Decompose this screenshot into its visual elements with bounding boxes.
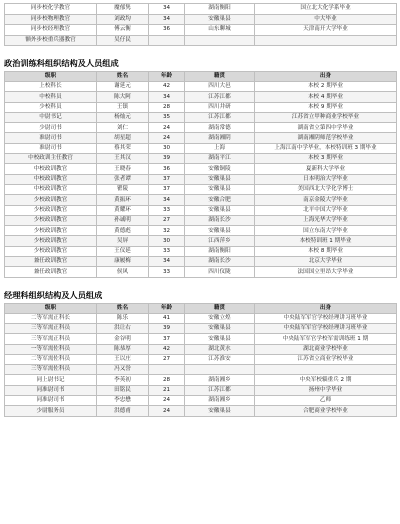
background-cell: 江苏省立商业学校毕业 (255, 354, 397, 364)
name-cell: 陈大阿 (97, 92, 149, 102)
header-hometown: 籍贯 (185, 303, 255, 313)
header-name: 姓名 (97, 72, 149, 82)
background-cell: 江苏省立甲种商业学校毕业 (255, 112, 397, 122)
background-cell: 夏新科大学毕业 (255, 164, 397, 174)
background-cell: 本校 8 期毕业 (255, 246, 397, 256)
age-cell: 21 (149, 385, 185, 395)
hometown-cell: 湖南衡阳 (185, 246, 255, 256)
table-row (5, 174, 397, 184)
rank-cell: 中校政训教官 (5, 174, 97, 184)
hometown-cell: 江苏江都 (185, 385, 255, 395)
header-background: 出身 (255, 303, 397, 313)
name-cell: 魔郁隽 (97, 4, 149, 15)
hometown-cell: 江西萍乡 (185, 236, 255, 246)
background-cell: 合肥商业学校毕业 (255, 406, 397, 416)
age-cell: 27 (149, 215, 185, 225)
name-cell: 傅云衡 (97, 25, 149, 36)
hometown-cell: 安徽巢县 (185, 205, 255, 215)
name-cell: 刘政均 (97, 14, 149, 25)
age-cell: 34 (149, 14, 185, 25)
background-cell: 上海江南中学毕业，本校特训班 3 期毕业 (255, 143, 397, 153)
name-cell: 陈乐 (97, 313, 149, 323)
hometown-cell: 安徽巢县 (185, 334, 255, 344)
hometown-cell: 湖南长沙 (185, 257, 255, 267)
background-cell: 本校 3 期毕业 (255, 154, 397, 164)
age-cell: 34 (149, 4, 185, 15)
name-cell: 蔡其荣 (97, 143, 149, 153)
table-row (5, 164, 397, 174)
rank-cell: 中校政训教官 (5, 184, 97, 194)
hometown-cell: 安徽巢县 (185, 226, 255, 236)
table-row (5, 267, 397, 277)
hometown-cell: 安徽巢县 (185, 174, 255, 184)
age-cell: 37 (149, 334, 185, 344)
hometown-cell: 安徽合肥 (185, 195, 255, 205)
age-cell: 42 (149, 82, 185, 92)
age-cell: 24 (149, 133, 185, 143)
table-row (5, 226, 397, 236)
background-cell: 法国国立里昂大学毕业 (255, 267, 397, 277)
background-cell: 本校 2 期毕业 (255, 82, 397, 92)
age-cell: 37 (149, 174, 185, 184)
background-cell: 日本明治大学毕业 (255, 174, 397, 184)
table-row (5, 396, 397, 406)
rank-cell: 少校政训教官 (5, 195, 97, 205)
rank-cell: 同准尉司书 (5, 396, 97, 406)
political-training-table-body (5, 82, 397, 278)
hometown-cell: 湖南长沙 (185, 215, 255, 225)
rank-cell: 中尉书记 (5, 112, 97, 122)
header-rank: 级职 (5, 72, 97, 82)
table-row (5, 112, 397, 122)
rank-cell: 三等军需正科员 (5, 323, 97, 333)
age-cell: 39 (149, 154, 185, 164)
hometown-cell: 江苏淮安 (185, 354, 255, 364)
management-table-body (5, 313, 397, 416)
rank-cell: 同步校化学教官 (5, 4, 97, 15)
hometown-cell: 湖南常德 (185, 123, 255, 133)
background-cell: 中央陆军军官学校经理讲习班毕业 (255, 313, 397, 323)
name-cell: 吴仔民 (97, 35, 149, 46)
name-cell: 洪让右 (97, 323, 149, 333)
background-cell: 国立北大化学系毕业 (255, 4, 397, 15)
name-cell: 洪德甫 (97, 406, 149, 416)
age-cell: 35 (149, 112, 185, 122)
background-cell: 扬州中学毕业 (255, 385, 397, 395)
background-cell: 上海光华大学毕业 (255, 215, 397, 225)
background-cell: 中央陆军军官学校军需训练班 1 期 (255, 334, 397, 344)
table-row (5, 92, 397, 102)
table-header-row (5, 72, 397, 82)
hometown-cell: 江苏江都 (185, 112, 255, 122)
age-cell: 39 (149, 323, 185, 333)
age-cell: 34 (149, 195, 185, 205)
age-cell: 34 (149, 257, 185, 267)
table-row (5, 323, 397, 333)
management-section-title: 经理科组织结构及人员组成 (4, 289, 103, 300)
age-cell: 33 (149, 246, 185, 256)
table-row (5, 406, 397, 416)
background-cell: 南京金陵大学毕业 (255, 195, 397, 205)
hometown-cell: 湖南平江 (185, 154, 255, 164)
name-cell: 侯风 (97, 267, 149, 277)
background-cell: 乙师 (255, 396, 397, 406)
name-cell: 王其汉 (97, 154, 149, 164)
background-cell: 湖南省立第四中学毕业 (255, 123, 397, 133)
rank-cell: 准尉司书 (5, 133, 97, 143)
hometown-cell: 江苏江都 (185, 92, 255, 102)
table-row (5, 236, 397, 246)
hometown-cell: 四川井研 (185, 102, 255, 112)
table-row (5, 205, 397, 215)
table-row (5, 334, 397, 344)
background-cell: 本校 4 期毕业 (255, 92, 397, 102)
header-age: 年龄 (149, 72, 185, 82)
rank-cell: 额外步校重兵器教官 (5, 35, 97, 46)
background-cell: 本校 9 期毕业 (255, 102, 397, 112)
name-cell: 胡星超 (97, 133, 149, 143)
table-row (5, 82, 397, 92)
table-row (5, 154, 397, 164)
name-cell: 瞿陵 (97, 184, 149, 194)
header-name: 姓名 (97, 303, 149, 313)
hometown-cell: 安徽巢县 (185, 406, 255, 416)
name-cell: 田铭民 (97, 385, 149, 395)
name-cell: 李忠懋 (97, 396, 149, 406)
table-row (5, 35, 397, 46)
name-cell: 吴屏 (97, 236, 149, 246)
rank-cell: 二等军需正科长 (5, 313, 97, 323)
age-cell: 30 (149, 143, 185, 153)
name-cell: 王晓春 (97, 164, 149, 174)
table-row (5, 313, 397, 323)
background-cell: 天津南开大学毕业 (255, 25, 397, 36)
rank-cell: 准尉司书 (5, 143, 97, 153)
hometown-cell: 安徽巢县 (185, 184, 255, 194)
name-cell: 刘仁 (97, 123, 149, 133)
age-cell: 33 (149, 205, 185, 215)
age-cell: 36 (149, 164, 185, 174)
rank-cell: 三等军需佐科员 (5, 365, 97, 375)
background-cell: 湖北商业学校毕业 (255, 344, 397, 354)
name-cell: 黄振环 (97, 195, 149, 205)
hometown-cell: 湖南湘乡 (185, 375, 255, 385)
rank-cell: 兼任政训教官 (5, 257, 97, 267)
rank-cell: 中校科员 (5, 92, 97, 102)
background-cell: 湖南湘阴师范学校毕业 (255, 133, 397, 143)
age-cell: 37 (149, 184, 185, 194)
hometown-cell (185, 365, 255, 375)
background-cell (255, 35, 397, 46)
hometown-cell: 四川大邑 (185, 82, 255, 92)
rank-cell: 兼任政训教官 (5, 267, 97, 277)
age-cell: 24 (149, 396, 185, 406)
rank-cell: 中校政训教官 (5, 164, 97, 174)
age-cell (149, 35, 185, 46)
rank-cell: 少尉司书 (5, 123, 97, 133)
age-cell: 24 (149, 406, 185, 416)
rank-cell: 少校政训教官 (5, 236, 97, 246)
background-cell: 国立东南大学毕业 (255, 226, 397, 236)
rank-cell: 同步校物理教官 (5, 14, 97, 25)
table-row (5, 365, 397, 375)
table-row (5, 385, 397, 395)
table-row (5, 102, 397, 112)
table-row (5, 246, 397, 256)
staff-table-top-body (5, 4, 397, 46)
rank-cell: 同准尉司书 (5, 385, 97, 395)
rank-cell: 三等军需正科员 (5, 334, 97, 344)
table-row (5, 344, 397, 354)
age-cell: 24 (149, 123, 185, 133)
name-cell: 谢延元 (97, 82, 149, 92)
background-cell: 北京大学毕业 (255, 257, 397, 267)
name-cell: 王以庄 (97, 354, 149, 364)
hometown-cell: 湖南湘乡 (185, 396, 255, 406)
hometown-cell: 安徽巢县 (185, 323, 255, 333)
name-cell: 李英初 (97, 375, 149, 385)
background-cell: 美国西北大学化学博士 (255, 184, 397, 194)
age-cell: 36 (149, 25, 185, 36)
background-cell: 北平中国大学毕业 (255, 205, 397, 215)
table-row (5, 184, 397, 194)
age-cell: 28 (149, 102, 185, 112)
age-cell: 30 (149, 236, 185, 246)
header-hometown: 籍贯 (185, 72, 255, 82)
rank-cell: 少校政训教官 (5, 246, 97, 256)
rank-cell: 少校科员 (5, 102, 97, 112)
table-row (5, 14, 397, 25)
table-row (5, 133, 397, 143)
age-cell: 27 (149, 354, 185, 364)
hometown-cell (185, 35, 255, 46)
table-header-row (5, 303, 397, 313)
management-table (4, 303, 397, 417)
name-cell: 王仪延 (97, 246, 149, 256)
table-row (5, 123, 397, 133)
rank-cell: 上校科长 (5, 82, 97, 92)
name-cell: 杨灿元 (97, 112, 149, 122)
rank-cell: 同步校经理教官 (5, 25, 97, 36)
table-row (5, 215, 397, 225)
table-row (5, 195, 397, 205)
rank-cell: 中校政训主任教官 (5, 154, 97, 164)
hometown-cell: 四川仪陇 (185, 267, 255, 277)
table-row (5, 25, 397, 36)
staff-table-top (4, 3, 397, 46)
table-row (5, 354, 397, 364)
rank-cell: 少尉服务员 (5, 406, 97, 416)
name-cell: 黄德彪 (97, 226, 149, 236)
table-row (5, 143, 397, 153)
hometown-cell: 上海 (185, 143, 255, 153)
header-background: 出身 (255, 72, 397, 82)
name-cell: 张者谭 (97, 174, 149, 184)
age-cell: 34 (149, 92, 185, 102)
rank-cell: 二等军需佐科员 (5, 354, 97, 364)
hometown-cell: 山东聊城 (185, 25, 255, 36)
table-row (5, 375, 397, 385)
name-cell: 王镇 (97, 102, 149, 112)
name-cell: 陈恭厚 (97, 344, 149, 354)
name-cell: 冯又誉 (97, 365, 149, 375)
background-cell (255, 365, 397, 375)
background-cell: 中大毕业 (255, 14, 397, 25)
hometown-cell: 湖南湘阴 (185, 133, 255, 143)
table-row (5, 4, 397, 15)
rank-cell: 少校政训教官 (5, 215, 97, 225)
age-cell (149, 365, 185, 375)
rank-cell: 同上尉书记 (5, 375, 97, 385)
name-cell: 孙诚明 (97, 215, 149, 225)
political-training-section-title: 政治训练科组织结构及人员组成 (4, 58, 119, 68)
hometown-cell: 安徽立煌 (185, 313, 255, 323)
header-rank: 级职 (5, 303, 97, 313)
background-cell: 中央军校辎重兵 2 期 (255, 375, 397, 385)
hometown-cell: 湖南衡阳 (185, 4, 255, 15)
age-cell: 32 (149, 226, 185, 236)
header-age: 年龄 (149, 303, 185, 313)
age-cell: 42 (149, 344, 185, 354)
rank-cell: 一等军需佐科员 (5, 344, 97, 354)
hometown-cell: 安徽巢县 (185, 14, 255, 25)
rank-cell: 少校政训教官 (5, 205, 97, 215)
age-cell: 41 (149, 313, 185, 323)
age-cell: 28 (149, 375, 185, 385)
background-cell: 本校特训班 1 期毕业 (255, 236, 397, 246)
name-cell: 康履梅 (97, 257, 149, 267)
table-row (5, 257, 397, 267)
name-cell: 金谷明 (97, 334, 149, 344)
age-cell: 33 (149, 267, 185, 277)
hometown-cell: 安徽铜陵 (185, 164, 255, 174)
rank-cell: 少校政训教官 (5, 226, 97, 236)
background-cell: 中央陆军军官学校经理讲习班毕业 (255, 323, 397, 333)
name-cell: 黄耀环 (97, 205, 149, 215)
political-training-table (4, 71, 397, 278)
hometown-cell: 湖北黄水 (185, 344, 255, 354)
